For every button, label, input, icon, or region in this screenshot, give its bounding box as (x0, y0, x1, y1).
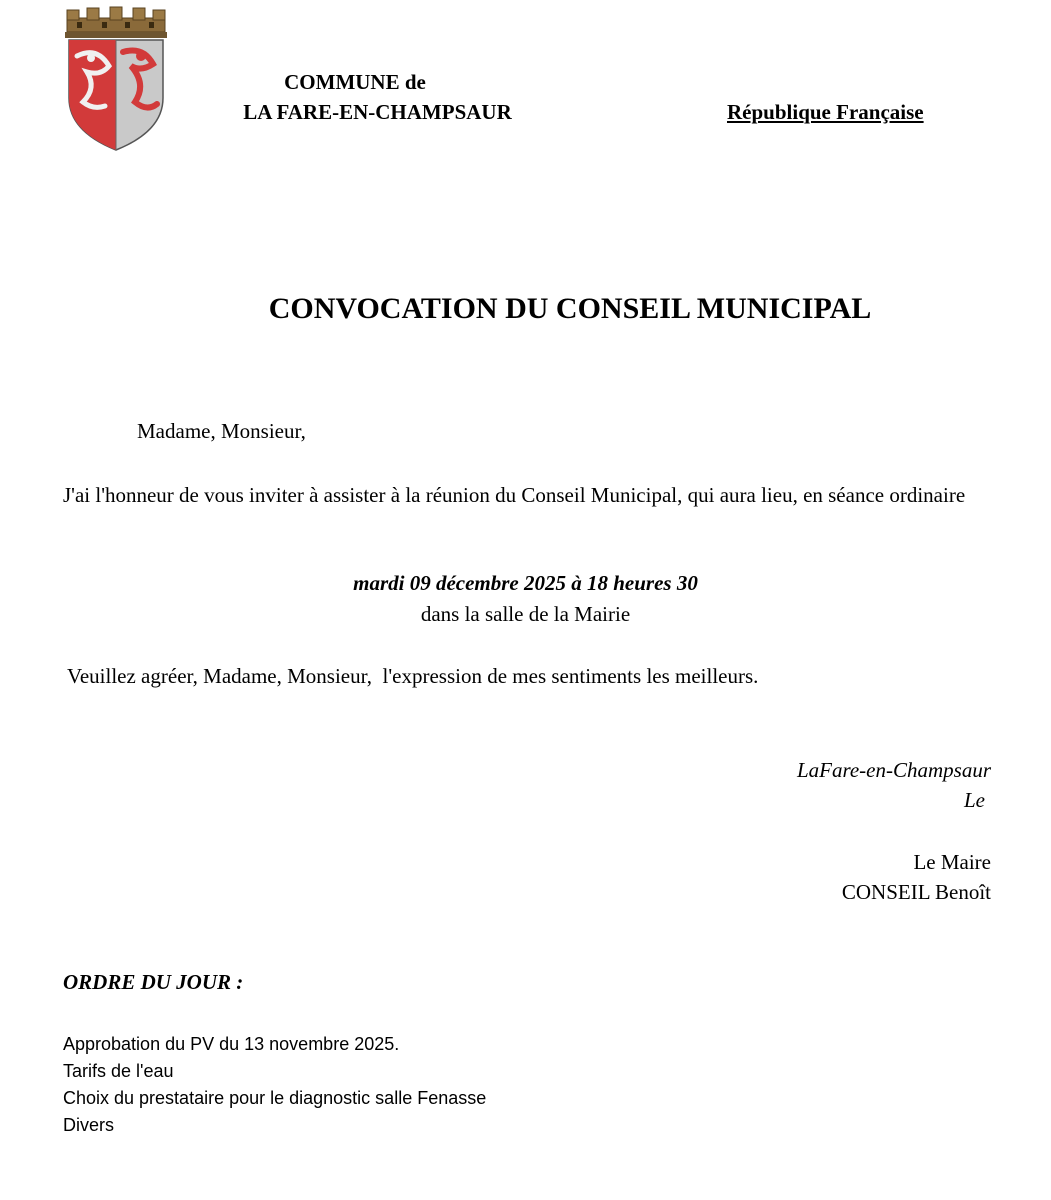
closing-formula: Veuillez agréer, Madame, Monsieur, l'expression de mes sentiments les meilleurs. (67, 664, 759, 688)
page-title: CONVOCATION DU CONSEIL MUNICIPAL (268, 292, 872, 325)
coat-of-arms-icon (57, 6, 175, 154)
meeting-place: dans la salle de la Mairie (420, 602, 631, 626)
invitation-paragraph: J'ai l'honneur de vous inviter à assister à la réunion du Conseil Municipal, qui aura lieu, en séance ordinaire (63, 483, 966, 507)
mayor-title: Le Maire (913, 850, 991, 874)
crest-graphic (57, 6, 175, 154)
commune-label: COMMUNE de (284, 70, 426, 94)
salutation: Madame, Monsieur, (137, 419, 306, 443)
commune-name: LA FARE-EN-CHAMPSAUR (243, 100, 512, 124)
meeting-date: mardi 09 décembre 2025 à 18 heures 30 (353, 571, 698, 595)
agenda-item: Tarifs de l'eau (63, 1061, 174, 1081)
agenda-list (63, 1031, 486, 1139)
republic-label: République Française (727, 100, 924, 124)
agenda-item: Divers (63, 1115, 115, 1135)
agenda-title: ORDRE DU JOUR : (63, 970, 244, 994)
agenda-item: Approbation du PV du 13 novembre 2025. (63, 1034, 400, 1054)
signature-place: LaFare-en-Champsaur (796, 758, 991, 782)
mayor-name: CONSEIL Benoît (841, 880, 991, 904)
signature-date-label: Le (964, 788, 985, 812)
agenda-item: Choix du prestataire pour le diagnostic salle Fenasse (63, 1088, 487, 1108)
